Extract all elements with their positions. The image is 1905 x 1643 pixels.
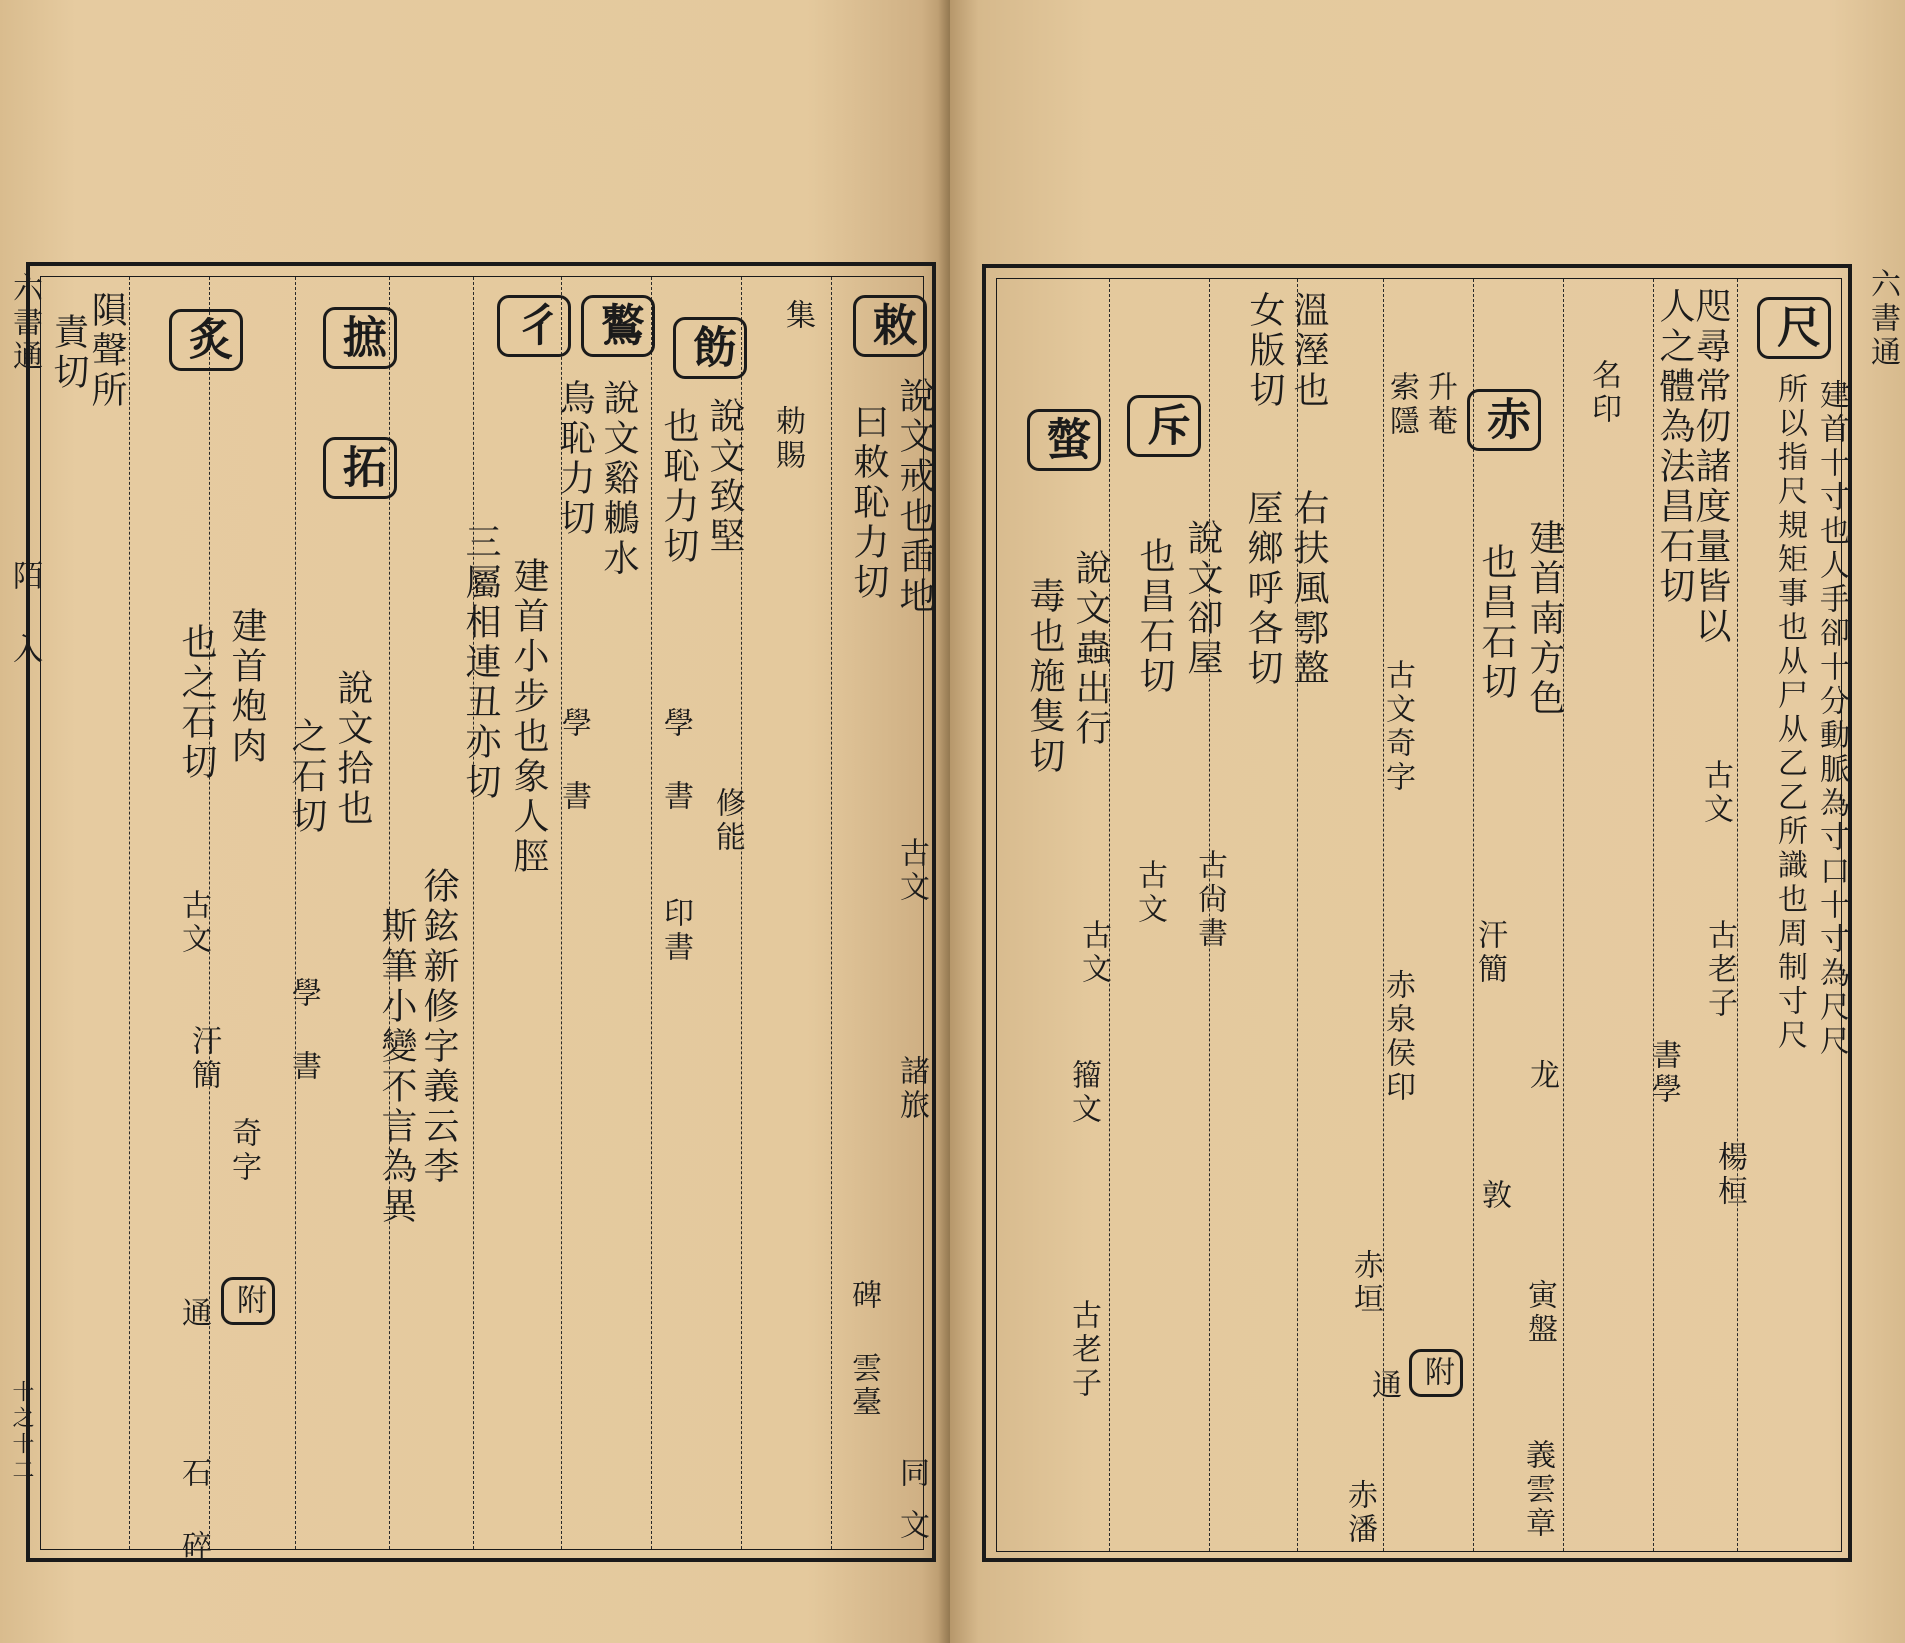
left-page	[0, 0, 950, 1643]
variant-label: 寅盤	[1522, 1279, 1557, 1347]
variant-label: 籀文	[1066, 1059, 1101, 1127]
variant-label: 古文	[894, 837, 929, 905]
variant-label: 汗簡	[186, 1025, 221, 1093]
entry-note: 之石切	[286, 717, 327, 837]
variant-label: 修能	[710, 787, 745, 855]
variant-label: 同	[894, 1457, 929, 1491]
variant-label: 奇字	[226, 1117, 261, 1185]
entry-note: 厔鄉呼各切	[1242, 489, 1283, 689]
entry-note: 責切	[48, 313, 89, 393]
entry-note: 女版切	[1244, 291, 1285, 411]
variant-label: 古文	[176, 889, 211, 957]
entry-note: 也恥力切	[658, 407, 699, 567]
margin-title: 六書通	[7, 272, 42, 374]
column-rule	[831, 277, 832, 1549]
variant-label: 汗簡	[1472, 919, 1507, 987]
column-rule	[651, 277, 652, 1549]
variant-label: 勅賜	[770, 405, 805, 473]
entry-note: 徐鉉新修字義云李	[418, 867, 459, 1187]
variant-label: 赤泉侯印	[1380, 969, 1415, 1105]
entry-note: 毒也施隻切	[1024, 577, 1065, 777]
entry-note: 右扶風鄠盩	[1288, 489, 1329, 689]
entry-head-char: 尺	[1757, 297, 1831, 359]
variant-label: 古文	[1076, 919, 1111, 987]
variant-label: 古老子	[1066, 1299, 1101, 1401]
column-rule	[1737, 279, 1738, 1551]
variant-label: 文	[894, 1509, 929, 1543]
entry-note: 說文卻屋	[1182, 519, 1223, 679]
entry-head-char: 赤	[1467, 389, 1541, 451]
entry-head-char: 鷘	[581, 295, 655, 357]
variant-label: 赤潘	[1342, 1479, 1377, 1547]
variant-label: 索隱	[1384, 371, 1419, 439]
variant-label: 古文奇字	[1380, 659, 1415, 795]
right-page	[950, 0, 1905, 1643]
entry-note: 隕聲所	[86, 291, 127, 411]
left-page-inner-frame	[40, 276, 935, 1564]
variant-label: 石 碎	[176, 1457, 211, 1564]
variant-label: 義雲章	[1520, 1439, 1555, 1541]
entry-head-char: 彳	[497, 295, 571, 357]
right-page-frame	[982, 264, 1852, 1562]
variant-label: 龙	[1524, 1059, 1559, 1093]
variant-label: 學 書	[658, 707, 693, 814]
appendix-marker: 附	[1409, 1349, 1463, 1397]
variant-label: 名印	[1586, 359, 1621, 427]
column-rule	[1383, 279, 1384, 1551]
entry-note: 三屬相連丑亦切	[460, 523, 501, 803]
entry-note: 所以指尺規矩事也从尸从乙乙所識也周制寸尺	[1772, 373, 1807, 1053]
entry-note: 也之石切	[176, 623, 217, 783]
variant-label: 古尙書	[1192, 849, 1227, 951]
variant-label: 古文	[1132, 859, 1167, 927]
variant-label: 諸旅	[894, 1055, 929, 1123]
variant-label: 升菴	[1422, 371, 1457, 439]
entry-note: 說文蟲出行	[1070, 549, 1111, 749]
left-page-frame	[26, 262, 936, 1562]
entry-head-char: 斥	[1127, 395, 1201, 457]
variant-label: 碑 雲臺	[846, 1279, 881, 1420]
variant-label: 赤垣	[1348, 1249, 1383, 1317]
variant-label: 古老子	[1702, 919, 1737, 1021]
entry-head-char: 飭	[673, 317, 747, 379]
appendix-label: 通	[176, 1297, 211, 1331]
appendix-label: 通	[1366, 1369, 1401, 1403]
margin-section: 陌 入	[7, 560, 42, 667]
variant-label: 古文	[1698, 759, 1733, 827]
variant-label: 印書	[658, 897, 693, 965]
variant-label: 書學	[1646, 1039, 1681, 1107]
entry-note: 建首南方色	[1524, 519, 1565, 719]
entry-note: 鳥恥力切	[554, 379, 595, 539]
entry-head-char: 摭	[323, 307, 397, 369]
source-label: 集	[780, 299, 815, 333]
entry-note: 也昌石切	[1134, 537, 1175, 697]
entry-note: 建首小步也象人脛	[508, 557, 549, 877]
column-rule	[473, 277, 474, 1549]
entry-note: 咫尋常仞諸度量皆以	[1690, 287, 1731, 647]
column-rule	[295, 277, 296, 1549]
entry-head-char: 敕	[853, 295, 927, 357]
column-rule	[1563, 279, 1564, 1551]
entry-note: 人之體為法昌石切	[1654, 287, 1695, 607]
column-rule	[129, 277, 130, 1549]
entry-note: 也昌石切	[1476, 543, 1517, 703]
entry-note: 建首炮肉	[226, 607, 267, 767]
variant-label: 楊桓	[1712, 1141, 1747, 1209]
page-number: 十之十二	[9, 1380, 34, 1484]
right-page-inner-frame	[996, 278, 1849, 1552]
entry-note: 說文致堅	[704, 397, 745, 557]
column-rule	[1109, 279, 1110, 1551]
entry-note: 說文拾也	[332, 669, 373, 829]
entry-head-char: 炙	[169, 309, 243, 371]
entry-note: 斯筆小變不言為異	[376, 907, 417, 1227]
margin-title: 六書通	[1865, 268, 1900, 370]
entry-head-char: 螫	[1027, 409, 1101, 471]
variant-label: 學 書	[556, 707, 591, 814]
entry-note: 曰敕恥力切	[848, 403, 889, 603]
variant-label: 學 書	[286, 977, 321, 1084]
column-rule	[1297, 279, 1298, 1551]
entry-note: 建首十寸也人手卻十分動脈為寸口十寸為尺尺	[1814, 379, 1849, 1059]
entry-note: 說文谿鶒水	[598, 379, 639, 579]
appendix-marker: 附	[221, 1277, 275, 1325]
variant-label: 敦	[1476, 1179, 1511, 1213]
entry-head-char: 拓	[323, 437, 397, 499]
entry-note: 溫溼也	[1288, 291, 1329, 411]
column-rule	[1473, 279, 1474, 1551]
entry-note: 說文戒也臿地	[894, 377, 935, 617]
